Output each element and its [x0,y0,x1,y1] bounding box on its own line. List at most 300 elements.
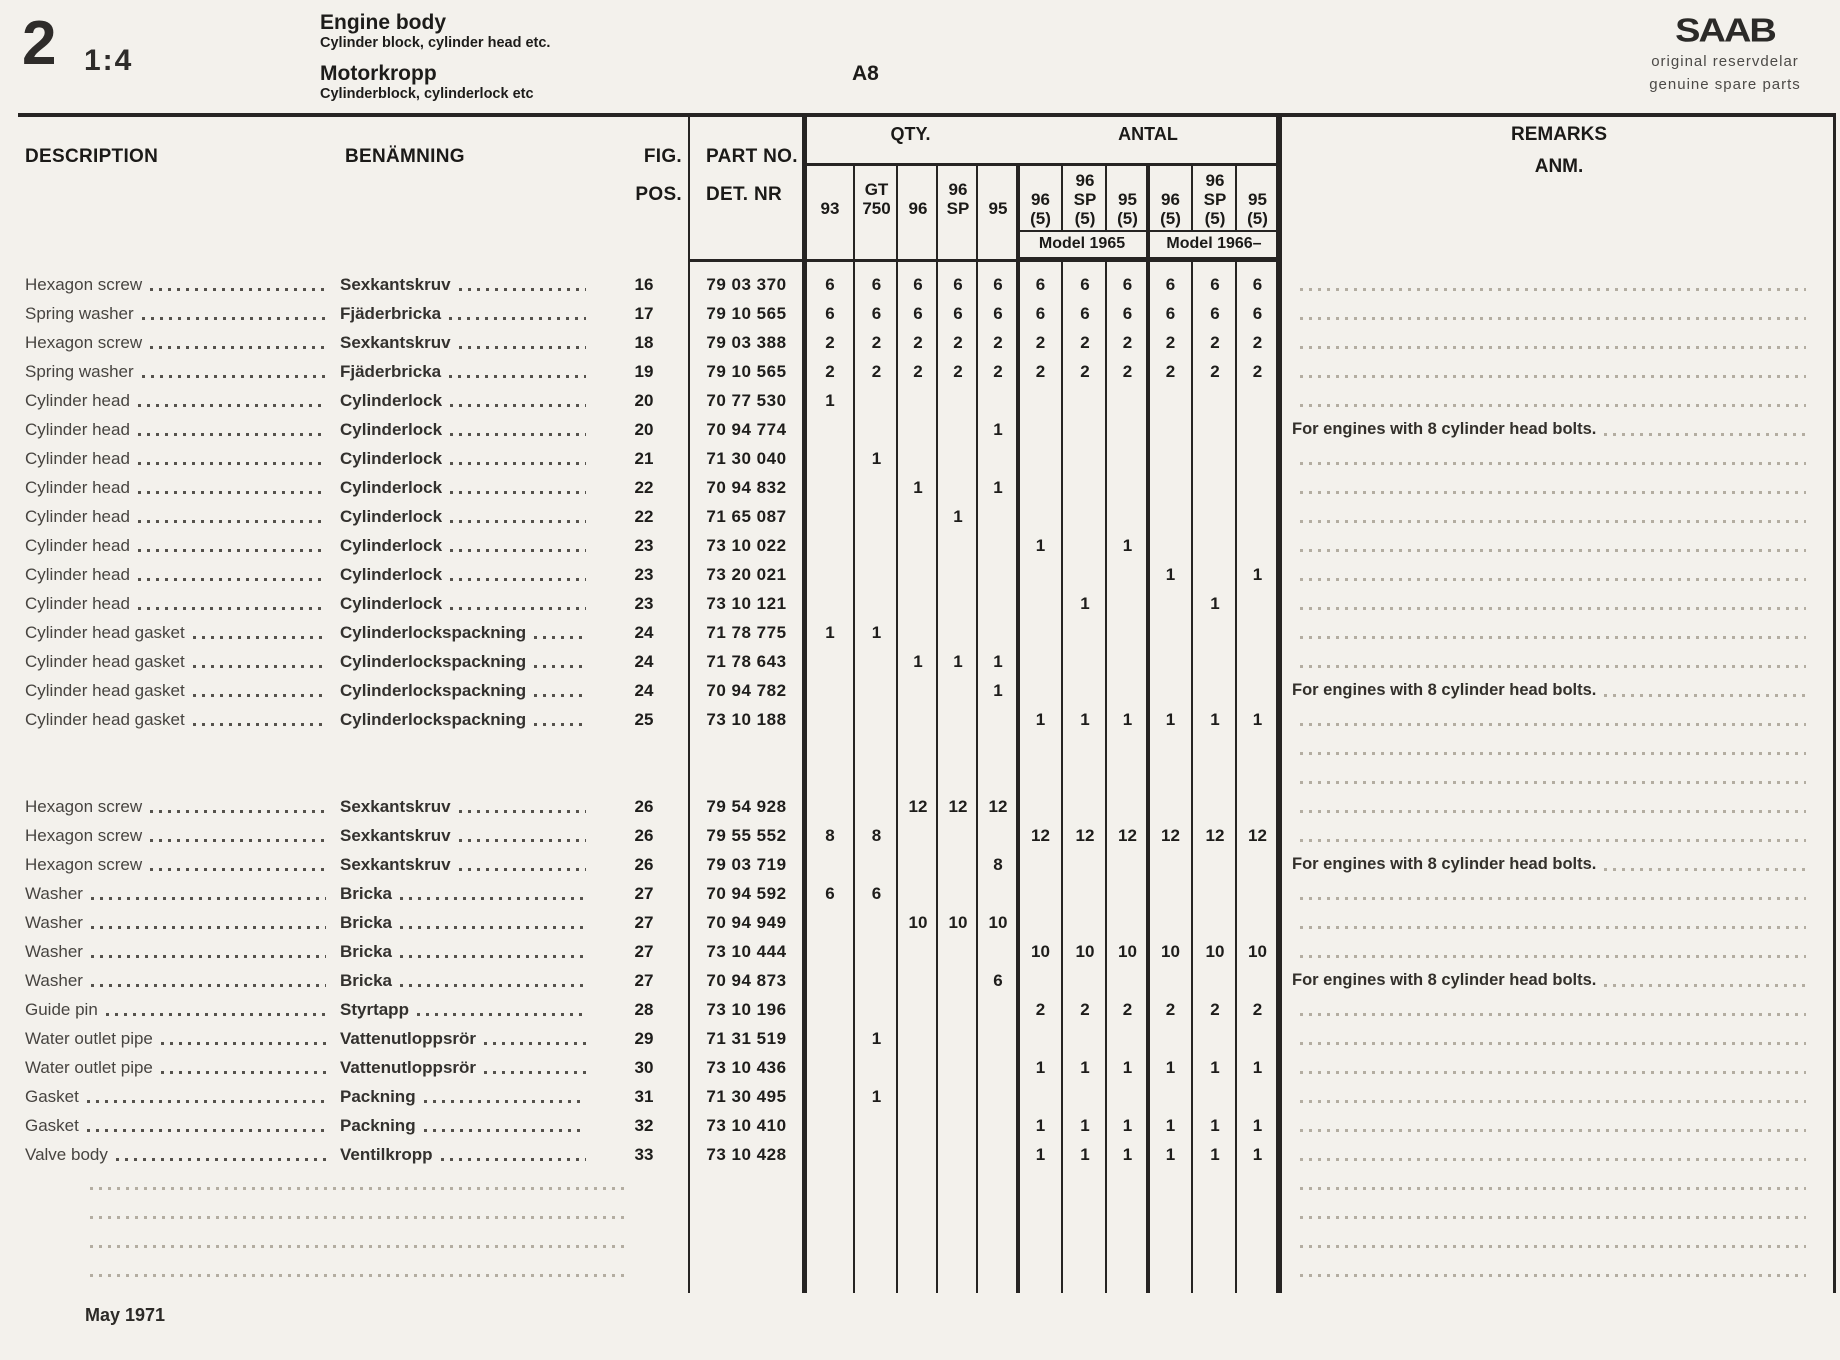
dotted-leader [417,1013,586,1016]
qty-cell: 1 [913,478,923,497]
grid-line [853,166,855,1293]
qty-cell [1107,908,1148,937]
dotted-leader [1300,1158,1806,1161]
subtitle-swedish: Cylinderblock, cylinderlock etc [320,86,534,103]
qty-cell [855,1140,898,1169]
remarks-cell [1278,328,1840,357]
qty-cell [1063,386,1107,415]
qty-cell [1193,908,1237,937]
filler-left [0,1227,688,1256]
remarks-cell [1278,270,1840,299]
qty-cell [1063,502,1107,531]
filler-row [0,1198,1840,1227]
qty-cell [1107,386,1148,415]
dotted-leader [1300,1245,1806,1248]
benamning-cell: Cylinderlock [340,415,600,444]
qty-cell [978,1024,1018,1053]
fig-pos-cell: 26 [634,826,654,845]
qty-cell [1237,1082,1278,1111]
qty-cell [938,1082,978,1111]
remarks-cell [1278,647,1840,676]
qty-cell [978,1082,1018,1111]
benamning-cell: Cylinderlockspackning [340,618,600,647]
dotted-leader [400,897,586,900]
qty-cell [1148,792,1193,821]
remarks-cell [1278,1082,1840,1111]
fig-pos-cell: 28 [634,1000,654,1019]
description-cell: Hexagon screw [0,792,340,821]
part-number-cell: 79 10 565 [706,362,787,381]
qty-cell [898,444,938,473]
qty-cell [855,676,898,705]
quantity-cells [805,270,1278,299]
dotted-leader [1300,549,1806,552]
benamning-cell: Bricka [340,966,600,995]
remarks-cell [1278,705,1840,734]
description-cell: Hexagon screw [0,328,340,357]
qty-cell [805,531,855,560]
dotted-leader [1300,317,1806,320]
remarks-cell [1278,502,1840,531]
qty-cell [1063,908,1107,937]
description-cell: Water outlet pipe [0,1053,340,1082]
qty-cell: 1 [1122,1116,1133,1135]
part-number-cell: 71 78 643 [706,652,787,671]
qty-cell [1148,473,1193,502]
dotted-leader [91,955,326,958]
grid-line [1105,166,1107,1293]
qty-cell: 1 [1165,1116,1176,1135]
description-cell: Gasket [0,1082,340,1111]
qty-cell [1193,1082,1237,1111]
filler-row [0,734,1840,763]
grid-line [1276,113,1282,1293]
dotted-leader [441,1158,586,1161]
qty-cell: 1 [1080,1116,1090,1135]
qty-cell: 2 [913,333,923,352]
qty-cell: 8 [871,826,882,845]
dotted-leader [138,578,326,581]
part-number-cell: 73 10 196 [706,1000,787,1019]
qty-cell [1063,560,1107,589]
dotted-leader [459,346,586,349]
description-cell: Spring washer [0,299,340,328]
description-cell: Cylinder head [0,386,340,415]
dotted-leader [1300,665,1806,668]
qty-cell [1063,850,1107,879]
quantity-cells [805,966,1278,995]
remarks-cell [1278,1024,1840,1053]
table-row [0,879,1840,908]
qty-cell: 8 [993,855,1003,874]
qty-cell: 2 [825,362,835,381]
dotted-leader [484,1042,586,1045]
table-row [0,415,1840,444]
dotted-leader [534,665,586,668]
qty-cell: 12 [948,797,968,816]
quantity-cells [805,792,1278,821]
qty-cell: 1 [1080,594,1090,613]
qty-cell: 12 [1248,826,1267,845]
dotted-leader [424,1129,586,1132]
title-swedish: Motorkropp [320,62,437,86]
header-fig: FIG. [643,146,682,167]
qty-cell [1237,966,1278,995]
dotted-leader [1300,607,1806,610]
qty-cell [855,937,898,966]
filler-middle [688,734,1278,763]
qty-cell [898,1111,938,1140]
part-number-cell: 73 10 436 [706,1058,787,1077]
qty-cell: 2 [1165,333,1176,352]
dotted-leader [193,636,326,639]
filler-remarks [1278,734,1840,763]
qty-cell: 1 [1210,594,1220,613]
description-cell: Valve body [0,1140,340,1169]
qty-cell: 2 [1122,1000,1133,1019]
table-row [0,560,1840,589]
remarks-cell [1278,299,1840,328]
dotted-leader [1300,346,1806,349]
benamning-cell: Cylinderlock [340,531,600,560]
table-row [0,1024,1840,1053]
dotted-leader [87,1129,326,1132]
description-cell: Spring washer [0,357,340,386]
dotted-leader [400,926,586,929]
filler-remarks [1278,1198,1840,1227]
fig-pos-cell: 24 [634,652,654,671]
dotted-leader [534,636,586,639]
dotted-leader [450,491,586,494]
qty-cell [898,1024,938,1053]
qty-cell [1237,647,1278,676]
qty-column-header-line: (5) [1074,209,1096,228]
filler-remarks [1278,763,1840,792]
qty-cell: 2 [913,362,923,381]
dotted-leader [1604,868,1806,871]
table-row [0,647,1840,676]
qty-cell: 2 [953,333,963,352]
dotted-leader [1300,926,1806,929]
qty-cell [1193,444,1237,473]
section-code: A8 [852,62,879,85]
publication-date: May 1971 [85,1305,166,1325]
qty-cell [1107,966,1148,995]
brand-block [1620,12,1830,97]
qty-cell [1063,1082,1107,1111]
benamning-cell: Cylinderlock [340,589,600,618]
qty-cell: 2 [1035,362,1046,381]
qty-cell [805,1024,855,1053]
qty-cell: 1 [1035,1116,1046,1135]
qty-column-header [1193,166,1237,230]
dotted-leader [116,1158,326,1161]
qty-column-header-line: 95 [1248,190,1267,209]
benamning-cell: Vattenutloppsrör [340,1053,600,1082]
remarks-cell [1278,908,1840,937]
grid-line [18,113,1835,117]
description-cell: Cylinder head gasket [0,676,340,705]
remarks-cell: For engines with 8 cylinder head bolts. [1278,966,1840,995]
qty-column-header [1018,166,1063,230]
dotted-leader [450,520,586,523]
qty-cell [898,1082,938,1111]
benamning-cell: Cylinderlock [340,502,600,531]
header-qty: QTY. [890,124,931,144]
remarks-cell [1278,531,1840,560]
qty-cell: 6 [1080,275,1090,294]
qty-cell: 6 [871,275,882,294]
model-1966-label: Model 1966– [1166,235,1262,252]
qty-cell: 1 [1210,1145,1220,1164]
dotted-leader [90,1216,628,1219]
qty-cell [1237,618,1278,647]
part-number-cell: 79 03 388 [706,333,787,352]
qty-cell [1148,908,1193,937]
qty-cell [1193,879,1237,908]
qty-cell [978,821,1018,850]
qty-cell: 12 [908,797,928,816]
qty-cell [1063,531,1107,560]
qty-cell: 1 [1035,710,1046,729]
fig-pos-cell: 25 [634,710,654,729]
dotted-leader [1300,375,1806,378]
dotted-leader [1300,1100,1806,1103]
description-cell: Cylinder head gasket [0,705,340,734]
qty-cell: 2 [1210,1000,1220,1019]
dotted-leader [1300,1274,1806,1277]
qty-cell [1237,908,1278,937]
header-description: DESCRIPTION [25,146,159,167]
remarks-cell: For engines with 8 cylinder head bolts. [1278,850,1840,879]
qty-cell [1063,444,1107,473]
dotted-leader [1300,955,1806,958]
qty-cell [1237,415,1278,444]
qty-cell [1193,531,1237,560]
description-cell: Washer [0,937,340,966]
qty-cell [805,444,855,473]
dotted-leader [1300,404,1806,407]
qty-cell: 6 [825,275,835,294]
qty-cell [898,589,938,618]
qty-column-header-line: (5) [1204,209,1226,228]
quantity-cells [805,560,1278,589]
fig-pos-cell: 22 [634,478,654,497]
table-row [0,821,1840,850]
grid-line [896,166,898,1293]
dotted-leader [142,375,326,378]
dotted-leader [1300,752,1806,755]
quantity-cells [805,589,1278,618]
qty-column-header [1107,166,1148,230]
qty-cell: 1 [1165,710,1176,729]
quantity-cells [805,676,1278,705]
grid-line [1191,166,1193,1293]
qty-cell [1193,502,1237,531]
qty-cell [1063,618,1107,647]
quantity-cells [805,1082,1278,1111]
fig-pos-cell: 24 [634,681,654,700]
qty-cell [1063,879,1107,908]
qty-cell [938,386,978,415]
qty-column-header [898,166,938,230]
qty-cell: 1 [1035,1058,1046,1077]
quantity-cells [805,908,1278,937]
qty-cell [1018,589,1063,618]
benamning-cell: Sexkantskruv [340,270,600,299]
qty-cell: 2 [1035,333,1046,352]
fig-pos-cell: 32 [634,1116,654,1135]
qty-cell: 1 [993,681,1003,700]
table-row [0,386,1840,415]
qty-cell [1018,415,1063,444]
qty-cell [1063,415,1107,444]
dotted-leader [450,404,586,407]
qty-cell [1148,676,1193,705]
dotted-leader [90,1274,628,1277]
qty-cell [1107,792,1148,821]
fig-pos-cell: 23 [634,565,654,584]
qty-cell [1148,618,1193,647]
quantity-cells [805,879,1278,908]
grid-line [1061,166,1063,1293]
qty-cell: 1 [871,1029,882,1048]
dotted-leader [90,1187,628,1190]
qty-cell: 1 [953,652,963,671]
qty-cell [805,937,855,966]
dotted-leader [193,665,326,668]
dotted-leader [450,433,586,436]
quantity-cells [805,502,1278,531]
dotted-leader [91,926,326,929]
qty-cell: 1 [1122,536,1133,555]
dotted-leader [193,694,326,697]
qty-cell [898,502,938,531]
qty-cell: 1 [1252,1116,1263,1135]
qty-cell [1237,850,1278,879]
qty-cell: 12 [988,797,1008,816]
qty-cell [855,415,898,444]
dotted-leader [1300,520,1806,523]
qty-cell: 1 [953,507,963,526]
qty-cell [1018,1024,1063,1053]
qty-column-header-line: 96 [908,199,928,218]
qty-cell [938,560,978,589]
quantity-cells [805,995,1278,1024]
dotted-leader [91,897,326,900]
description-cell: Hexagon screw [0,270,340,299]
table-row [0,676,1840,705]
qty-cell [855,647,898,676]
qty-column-header-line: (5) [1030,209,1051,228]
filler-left [0,763,688,792]
qty-cell [938,1140,978,1169]
qty-cell: 1 [1122,1145,1133,1164]
qty-cell: 6 [1252,275,1263,294]
table-row [0,444,1840,473]
qty-cell [938,995,978,1024]
table-row [0,792,1840,821]
dotted-leader [138,549,326,552]
benamning-cell: Cylinderlockspackning [340,676,600,705]
qty-cell: 10 [1075,942,1095,961]
description-cell: Hexagon screw [0,850,340,879]
grid-line [936,166,938,1293]
dotted-leader [534,723,586,726]
qty-cell [1018,1082,1063,1111]
dotted-leader [90,1245,628,1248]
qty-cell [1193,792,1237,821]
remarks-cell [1278,473,1840,502]
qty-cell [1148,1024,1193,1053]
brand-tagline-english: genuine spare parts [1649,76,1801,94]
filler-row [0,1169,1840,1198]
qty-column-header [805,166,855,230]
qty-column-header-line: SP [946,199,970,218]
table-row [0,850,1840,879]
fig-pos-cell: 20 [634,420,654,439]
quantity-cells [805,328,1278,357]
header-anm: ANM. [1534,156,1584,177]
table-row [0,328,1840,357]
benamning-cell: Sexkantskruv [340,821,600,850]
qty-cell: 2 [1122,362,1133,381]
qty-cell [805,966,855,995]
remarks-cell: For engines with 8 cylinder head bolts. [1278,415,1840,444]
qty-cell [1107,1024,1148,1053]
benamning-cell: Ventilkropp [340,1140,600,1169]
qty-cell [978,879,1018,908]
qty-cell: 1 [1165,1145,1176,1164]
fig-pos-cell: 27 [634,884,654,903]
qty-cell: 2 [1252,362,1263,381]
qty-cell: 1 [993,478,1003,497]
part-number-cell: 73 10 022 [706,536,787,555]
dotted-leader [450,607,586,610]
table-row [0,966,1840,995]
filler-left [0,1256,688,1285]
fig-pos-cell: 23 [634,536,654,555]
fig-pos-cell: 24 [634,623,654,642]
qty-cell [978,444,1018,473]
qty-cell [1193,415,1237,444]
dotted-leader [534,694,586,697]
remarks-cell [1278,1053,1840,1082]
header-pos: POS. [635,184,682,205]
part-number-cell: 79 03 370 [706,275,787,294]
qty-cell [1237,473,1278,502]
dotted-leader [193,723,326,726]
quantity-cells [805,473,1278,502]
qty-cell: 2 [993,333,1003,352]
remarks-cell [1278,1140,1840,1169]
qty-cell [1018,560,1063,589]
part-number-cell: 70 94 832 [706,478,787,497]
dotted-leader [106,1013,326,1016]
filler-middle [688,1169,1278,1198]
qty-column-headers [805,166,1278,230]
remarks-cell [1278,937,1840,966]
table-row [0,270,1840,299]
filler-remarks [1278,1169,1840,1198]
qty-cell: 1 [993,420,1003,439]
dotted-leader [150,839,326,842]
quantity-cells [805,850,1278,879]
part-number-cell: 79 03 719 [706,855,787,874]
fig-pos-cell: 27 [634,913,654,932]
dotted-leader [400,984,586,987]
remarks-cell [1278,879,1840,908]
